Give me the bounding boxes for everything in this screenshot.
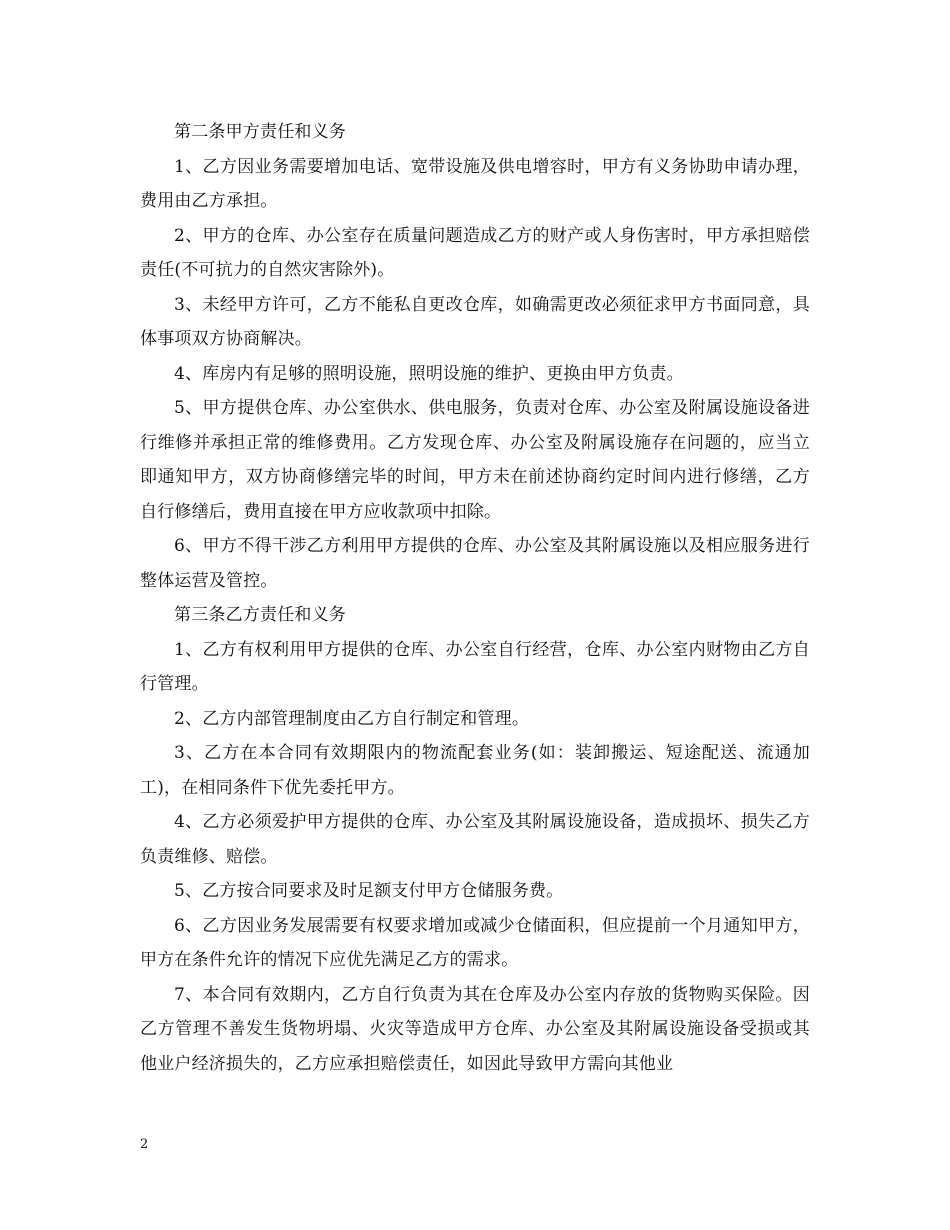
clause-paragraph: 6、甲方不得干涉乙方利用甲方提供的仓库、办公室及其附属设施以及相应服务进行整体运营及管控。: [140, 536, 810, 591]
clause-paragraph: 3、乙方在本合同有效期限内的物流配套业务(如：装卸搬运、短途配送、流通加工)，在相同条件下优先委托甲方。: [140, 743, 810, 798]
clause-paragraph: 2、乙方内部管理制度由乙方自行制定和管理。: [174, 708, 530, 729]
section-heading-article-2: 第二条甲方责任和义务: [174, 122, 346, 142]
clause-paragraph: 7、本合同有效期内，乙方自行负责为其在仓库及办公室内存放的货物购买保险。因乙方管理不善发生货物坍塌、火灾等造成甲方仓库、办公室及其附属设施设备受损或其他业户经济损失的，乙方应承担赔偿责任，如因此导致甲方需向其他业: [140, 984, 810, 1074]
page-number: 2: [140, 1137, 149, 1152]
clause-paragraph: 3、未经甲方许可，乙方不能私自更改仓库，如确需更改必须征求甲方书面同意，具体事项双方协商解决。: [140, 294, 810, 349]
section-heading-article-3: 第三条乙方责任和义务: [174, 605, 346, 625]
clause-paragraph: 5、乙方按合同要求及时足额支付甲方仓储服务费。: [174, 881, 564, 901]
clause-paragraph: 2、甲方的仓库、办公室存在质量问题造成乙方的财产或人身伤害时，甲方承担赔偿责任(不可抗力的自然灾害除外)。: [140, 225, 810, 280]
clause-paragraph: 1、乙方有权利用甲方提供的仓库、办公室自行经营，仓库、办公室内财物由乙方自行管理。: [140, 639, 810, 694]
clause-paragraph: 4、库房内有足够的照明设施，照明设施的维护、更换由甲方负责。: [174, 363, 684, 384]
document-body: [140, 115, 810, 1081]
clause-paragraph: 6、乙方因业务发展需要有权要求增加或减少仓储面积，但应提前一个月通知甲方，甲方在条件允许的情况下应优先满足乙方的需求。: [140, 915, 810, 970]
clause-paragraph: 1、乙方因业务需要增加电话、宽带设施及供电增容时，甲方有义务协助申请办理，费用由乙方承担。: [140, 156, 810, 211]
clause-paragraph: 4、乙方必须爱护甲方提供的仓库、办公室及其附属设施设备，造成损坏、损失乙方负责维修、赔偿。: [140, 812, 810, 867]
clause-paragraph: 5、甲方提供仓库、办公室供水、供电服务，负责对仓库、办公室及附属设施设备进行维修并承担正常的维修费用。乙方发现仓库、办公室及附属设施存在问题的，应当立即通知甲方，双方协商修缮完毕的时间，甲方未在前述协商约定时间内进行修缮，乙方自行修缮后，费用直接在甲方应收款项中扣除。: [140, 398, 810, 522]
